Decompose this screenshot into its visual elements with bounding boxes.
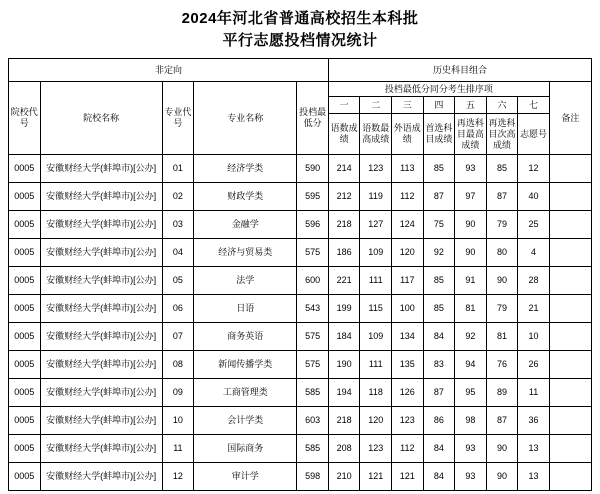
cell-rank-3: 112 (392, 435, 424, 463)
cell-rank-5: 81 (455, 295, 487, 323)
cell-rank-1: 214 (328, 155, 360, 183)
cell-school-name: 安徽财经大学(蚌埠市)[公办] (40, 379, 162, 407)
cell-rank-4: 85 (423, 295, 455, 323)
cell-major-name: 工商管理类 (194, 379, 297, 407)
cell-rank-2: 111 (360, 267, 392, 295)
cell-rank-7: 26 (518, 351, 550, 379)
rank-num-6: 六 (486, 97, 518, 114)
rank-num-5: 五 (455, 97, 487, 114)
table-row (9, 239, 592, 267)
cell-remark (549, 239, 591, 267)
cell-remark (549, 267, 591, 295)
rank-sub-3: 外语成绩 (392, 114, 424, 155)
cell-min-score: 590 (297, 155, 329, 183)
table-body (9, 155, 592, 491)
cell-major-name: 经济与贸易类 (194, 239, 297, 267)
cell-rank-2: 119 (360, 183, 392, 211)
cell-rank-1: 208 (328, 435, 360, 463)
cell-school-code: 0005 (9, 351, 41, 379)
cell-rank-5: 90 (455, 211, 487, 239)
cell-major-code: 03 (162, 211, 194, 239)
table-row (9, 407, 592, 435)
cell-min-score: 543 (297, 295, 329, 323)
section-group-label: 历史科目组合 (328, 59, 591, 82)
cell-rank-5: 91 (455, 267, 487, 295)
col-major-name: 专业名称 (194, 82, 297, 155)
cell-min-score: 585 (297, 379, 329, 407)
cell-rank-4: 84 (423, 463, 455, 491)
rank-sub-5: 再选科目最高成绩 (455, 114, 487, 155)
cell-min-score: 600 (297, 267, 329, 295)
cell-major-name: 法学 (194, 267, 297, 295)
cell-rank-3: 120 (392, 239, 424, 267)
cell-rank-3: 124 (392, 211, 424, 239)
table-row (9, 267, 592, 295)
cell-rank-6: 85 (486, 155, 518, 183)
cell-major-code: 05 (162, 267, 194, 295)
cell-major-code: 12 (162, 463, 194, 491)
cell-major-name: 国际商务 (194, 435, 297, 463)
cell-rank-7: 36 (518, 407, 550, 435)
rank-group-header: 投档最低分同分考生排序项 (328, 82, 549, 97)
cell-major-code: 10 (162, 407, 194, 435)
cell-min-score: 575 (297, 323, 329, 351)
cell-major-code: 09 (162, 379, 194, 407)
cell-rank-5: 95 (455, 379, 487, 407)
cell-school-name: 安徽财经大学(蚌埠市)[公办] (40, 407, 162, 435)
cell-rank-6: 79 (486, 295, 518, 323)
cell-min-score: 575 (297, 351, 329, 379)
cell-rank-1: 212 (328, 183, 360, 211)
cell-major-code: 07 (162, 323, 194, 351)
cell-rank-5: 97 (455, 183, 487, 211)
cell-rank-7: 40 (518, 183, 550, 211)
col-school-name: 院校名称 (40, 82, 162, 155)
cell-school-code: 0005 (9, 267, 41, 295)
cell-rank-6: 79 (486, 211, 518, 239)
cell-remark (549, 351, 591, 379)
cell-rank-2: 123 (360, 435, 392, 463)
rank-sub-4: 首选科目成绩 (423, 114, 455, 155)
cell-rank-4: 75 (423, 211, 455, 239)
cell-min-score: 596 (297, 211, 329, 239)
cell-rank-2: 109 (360, 239, 392, 267)
cell-rank-6: 87 (486, 183, 518, 211)
cell-rank-7: 25 (518, 211, 550, 239)
cell-school-name: 安徽财经大学(蚌埠市)[公办] (40, 323, 162, 351)
cell-rank-6: 80 (486, 239, 518, 267)
cell-rank-5: 98 (455, 407, 487, 435)
cell-school-name: 安徽财经大学(蚌埠市)[公办] (40, 267, 162, 295)
cell-school-name: 安徽财经大学(蚌埠市)[公办] (40, 351, 162, 379)
cell-major-code: 02 (162, 183, 194, 211)
cell-rank-1: 218 (328, 407, 360, 435)
cell-remark (549, 379, 591, 407)
cell-rank-2: 118 (360, 379, 392, 407)
cell-remark (549, 435, 591, 463)
cell-major-name: 新闻传播学类 (194, 351, 297, 379)
cell-rank-5: 93 (455, 435, 487, 463)
rank-num-2: 二 (360, 97, 392, 114)
cell-rank-3: 135 (392, 351, 424, 379)
title-line-2: 平行志愿投档情况统计 (222, 32, 378, 49)
cell-major-code: 04 (162, 239, 194, 267)
cell-major-code: 06 (162, 295, 194, 323)
cell-rank-1: 194 (328, 379, 360, 407)
cell-school-code: 0005 (9, 155, 41, 183)
cell-school-name: 安徽财经大学(蚌埠市)[公办] (40, 463, 162, 491)
cell-remark (549, 155, 591, 183)
cell-major-code: 11 (162, 435, 194, 463)
cell-rank-7: 11 (518, 379, 550, 407)
cell-rank-4: 87 (423, 183, 455, 211)
cell-rank-7: 13 (518, 463, 550, 491)
cell-rank-6: 81 (486, 323, 518, 351)
rank-num-3: 三 (392, 97, 424, 114)
cell-rank-3: 117 (392, 267, 424, 295)
rank-sub-1: 语数成绩 (328, 114, 360, 155)
cell-school-name: 安徽财经大学(蚌埠市)[公办] (40, 155, 162, 183)
cell-rank-4: 84 (423, 435, 455, 463)
cell-school-code: 0005 (9, 463, 41, 491)
cell-major-name: 金融学 (194, 211, 297, 239)
cell-rank-3: 123 (392, 407, 424, 435)
cell-rank-4: 87 (423, 379, 455, 407)
cell-rank-3: 134 (392, 323, 424, 351)
table-row (9, 379, 592, 407)
cell-rank-1: 184 (328, 323, 360, 351)
cell-rank-4: 84 (423, 323, 455, 351)
cell-rank-7: 13 (518, 435, 550, 463)
cell-rank-7: 28 (518, 267, 550, 295)
table-row (9, 211, 592, 239)
cell-rank-2: 120 (360, 407, 392, 435)
cell-rank-1: 186 (328, 239, 360, 267)
cell-major-name: 财政学类 (194, 183, 297, 211)
cell-major-code: 08 (162, 351, 194, 379)
table-row (9, 435, 592, 463)
col-min-score: 投档最低分 (297, 82, 329, 155)
cell-rank-5: 93 (455, 463, 487, 491)
cell-school-name: 安徽财经大学(蚌埠市)[公办] (40, 435, 162, 463)
cell-remark (549, 323, 591, 351)
rank-sub-2: 语数最高成绩 (360, 114, 392, 155)
cell-rank-2: 109 (360, 323, 392, 351)
cell-rank-5: 90 (455, 239, 487, 267)
col-school-code: 院校代号 (9, 82, 41, 155)
cell-school-code: 0005 (9, 323, 41, 351)
cell-rank-2: 121 (360, 463, 392, 491)
cell-school-code: 0005 (9, 435, 41, 463)
cell-remark (549, 463, 591, 491)
cell-min-score: 603 (297, 407, 329, 435)
cell-rank-4: 85 (423, 155, 455, 183)
cell-rank-1: 210 (328, 463, 360, 491)
table-row (9, 323, 592, 351)
cell-remark (549, 211, 591, 239)
admission-score-table (8, 58, 592, 491)
cell-rank-3: 100 (392, 295, 424, 323)
cell-rank-6: 90 (486, 267, 518, 295)
cell-rank-3: 126 (392, 379, 424, 407)
rank-sub-7: 志愿号 (518, 114, 550, 155)
cell-rank-4: 86 (423, 407, 455, 435)
rank-num-1: 一 (328, 97, 360, 114)
cell-major-name: 商务英语 (194, 323, 297, 351)
cell-school-name: 安徽财经大学(蚌埠市)[公办] (40, 239, 162, 267)
table-row (9, 351, 592, 379)
cell-remark (549, 295, 591, 323)
cell-rank-2: 127 (360, 211, 392, 239)
cell-major-name: 日语 (194, 295, 297, 323)
title-line-1: 2024年河北省普通高校招生本科批 (181, 10, 419, 27)
cell-rank-5: 94 (455, 351, 487, 379)
cell-remark (549, 183, 591, 211)
page-title (0, 0, 600, 52)
cell-school-name: 安徽财经大学(蚌埠市)[公办] (40, 211, 162, 239)
rank-num-7: 七 (518, 97, 550, 114)
cell-rank-1: 218 (328, 211, 360, 239)
cell-rank-7: 4 (518, 239, 550, 267)
cell-rank-3: 113 (392, 155, 424, 183)
cell-rank-5: 93 (455, 155, 487, 183)
cell-rank-2: 115 (360, 295, 392, 323)
cell-rank-6: 76 (486, 351, 518, 379)
cell-min-score: 585 (297, 435, 329, 463)
rank-sub-6: 再选科目次高成绩 (486, 114, 518, 155)
cell-rank-7: 10 (518, 323, 550, 351)
cell-school-name: 安徽财经大学(蚌埠市)[公办] (40, 183, 162, 211)
col-major-code: 专业代号 (162, 82, 194, 155)
cell-rank-1: 199 (328, 295, 360, 323)
table-row (9, 463, 592, 491)
cell-rank-4: 85 (423, 267, 455, 295)
cell-rank-7: 12 (518, 155, 550, 183)
cell-rank-1: 190 (328, 351, 360, 379)
cell-min-score: 575 (297, 239, 329, 267)
cell-rank-5: 92 (455, 323, 487, 351)
cell-rank-6: 87 (486, 407, 518, 435)
cell-major-code: 01 (162, 155, 194, 183)
cell-school-code: 0005 (9, 295, 41, 323)
cell-school-code: 0005 (9, 379, 41, 407)
cell-remark (549, 407, 591, 435)
cell-major-name: 经济学类 (194, 155, 297, 183)
cell-major-name: 会计学类 (194, 407, 297, 435)
cell-rank-4: 83 (423, 351, 455, 379)
cell-school-code: 0005 (9, 183, 41, 211)
cell-rank-2: 123 (360, 155, 392, 183)
cell-rank-4: 92 (423, 239, 455, 267)
cell-school-code: 0005 (9, 407, 41, 435)
table-row (9, 295, 592, 323)
section-left-label: 非定向 (9, 59, 329, 82)
cell-rank-6: 90 (486, 435, 518, 463)
cell-rank-1: 221 (328, 267, 360, 295)
table-row (9, 155, 592, 183)
cell-rank-2: 111 (360, 351, 392, 379)
col-remark: 备注 (549, 82, 591, 155)
cell-min-score: 595 (297, 183, 329, 211)
cell-rank-3: 121 (392, 463, 424, 491)
rank-num-4: 四 (423, 97, 455, 114)
cell-rank-6: 90 (486, 463, 518, 491)
cell-school-name: 安徽财经大学(蚌埠市)[公办] (40, 295, 162, 323)
cell-rank-3: 112 (392, 183, 424, 211)
cell-school-code: 0005 (9, 211, 41, 239)
cell-rank-6: 89 (486, 379, 518, 407)
section-header-row (9, 59, 592, 82)
cell-school-code: 0005 (9, 239, 41, 267)
cell-major-name: 审计学 (194, 463, 297, 491)
table-row (9, 183, 592, 211)
rank-header-row (9, 82, 592, 97)
cell-min-score: 598 (297, 463, 329, 491)
cell-rank-7: 21 (518, 295, 550, 323)
